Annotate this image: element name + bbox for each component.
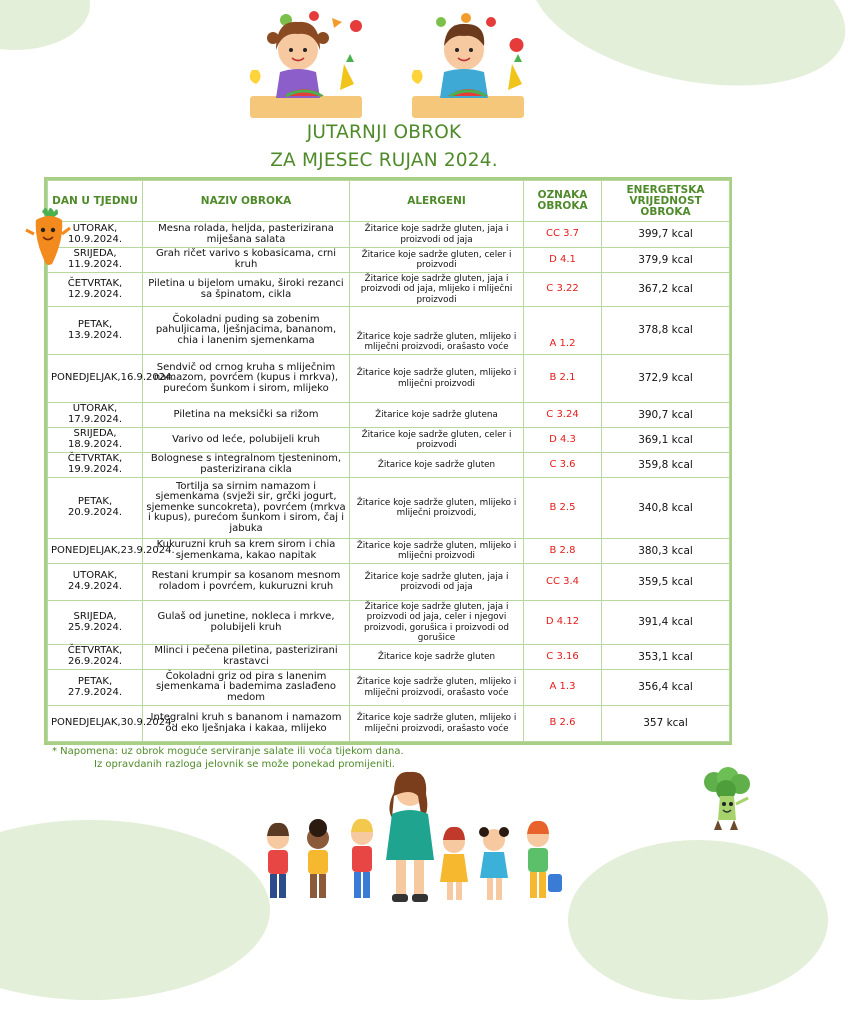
energy-cell: 340,8 kcal (602, 478, 730, 539)
energy-cell: 357 kcal (602, 706, 730, 742)
energy-cell: 359,8 kcal (602, 453, 730, 478)
broccoli-icon (698, 768, 754, 834)
meal-cell: Integralni kruh s bananom i namazom od eko lješnjaka i kakaa, mlijeko (143, 706, 350, 742)
meal-cell: Sendvič od crnog kruha s mliječnim namazom, povrćem (kupus i mrkva), purećom šunkom i sirom, mlijeko (143, 355, 350, 403)
energy-cell: 380,3 kcal (602, 539, 730, 564)
allergen-cell: Žitarice koje sadrže gluten (350, 453, 524, 478)
table-row (48, 428, 730, 453)
energy-cell: 378,8 kcal (602, 307, 730, 355)
table-row (48, 273, 730, 307)
allergen-cell: Žitarice koje sadrže gluten, jaja i proizvodi od jaja, celer i njegovi proizvodi, gorušica i proizvodi od gorušice (350, 601, 524, 645)
meal-cell: Gulaš od junetine, nokleca i mrkve, polubijeli kruh (143, 601, 350, 645)
day-cell: PETAK, 20.9.2024. (48, 478, 143, 539)
code-cell: B 2.6 (524, 706, 602, 742)
decorative-blob (568, 840, 828, 1000)
allergen-cell: Žitarice koje sadrže gluten, celer i proizvodi (350, 428, 524, 453)
day-cell: PONEDJELJAK,30.9.2024. (48, 706, 143, 742)
code-cell: D 4.3 (524, 428, 602, 453)
header-meal: NAZIV OBROKA (143, 181, 350, 222)
code-cell: B 2.5 (524, 478, 602, 539)
meal-cell: Bolognese s integralnom tjesteninom, pasterizirana cikla (143, 453, 350, 478)
allergen-cell: Žitarice koje sadrže gluten, mlijeko i mliječni proizvodi, orašasto voće (350, 307, 524, 355)
table-row (48, 355, 730, 403)
meal-cell: Piletina na meksički sa rižom (143, 403, 350, 428)
table-row (48, 403, 730, 428)
energy-cell: 359,5 kcal (602, 564, 730, 601)
day-cell: PETAK, 13.9.2024. (48, 307, 143, 355)
note-serving: * Napomena: uz obrok moguće serviranje salate ili voća tijekom dana. (52, 746, 404, 757)
header-code: OZNAKA OBROKA (524, 181, 602, 222)
day-cell: UTORAK, 10.9.2024. (48, 222, 143, 248)
day-cell: UTORAK, 24.9.2024. (48, 564, 143, 601)
code-cell: CC 3.4 (524, 564, 602, 601)
decorative-blob (0, 0, 90, 50)
meal-cell: Restani krumpir sa kosanom mesnom roladom i povrćem, kukuruzni kruh (143, 564, 350, 601)
code-cell: CC 3.7 (524, 222, 602, 248)
allergen-cell: Žitarice koje sadrže gluten (350, 645, 524, 670)
energy-cell: 369,1 kcal (602, 428, 730, 453)
energy-cell: 390,7 kcal (602, 403, 730, 428)
code-cell: A 1.3 (524, 670, 602, 706)
code-cell: B 2.1 (524, 355, 602, 403)
energy-cell: 391,4 kcal (602, 601, 730, 645)
day-cell: ČETVRTAK, 26.9.2024. (48, 645, 143, 670)
allergen-cell: Žitarice koje sadrže gluten, jaja i proizvodi od jaja (350, 222, 524, 248)
meal-cell: Tortilja sa sirnim namazom i sjemenkama (svježi sir, grčki jogurt, sjemenke suncokreta), povrćem (mrkva i kupus), purećom šunkom i sirom, čaj i jabuka (143, 478, 350, 539)
table-header-row (48, 181, 730, 222)
decorative-blob (0, 820, 270, 1000)
note-changes: Iz opravdanih razloga jelovnik se može ponekad promijeniti. (94, 759, 395, 770)
code-cell: C 3.16 (524, 645, 602, 670)
table-row (48, 706, 730, 742)
energy-cell: 399,7 kcal (602, 222, 730, 248)
allergen-cell: Žitarice koje sadrže glutena (350, 403, 524, 428)
allergen-cell: Žitarice koje sadrže gluten, jaja i proizvodi od jaja (350, 564, 524, 601)
code-cell: B 2.8 (524, 539, 602, 564)
table-row (48, 222, 730, 248)
energy-cell: 367,2 kcal (602, 273, 730, 307)
code-cell: D 4.12 (524, 601, 602, 645)
table-row (48, 564, 730, 601)
table-row (48, 307, 730, 355)
table-row (48, 601, 730, 645)
allergen-cell: Žitarice koje sadrže gluten, jaja i proizvodi od jaja, mlijeko i mliječni proizvodi (350, 273, 524, 307)
allergen-cell: Žitarice koje sadrže gluten, mlijeko i mliječni proizvodi (350, 539, 524, 564)
table-row (48, 248, 730, 273)
meal-cell: Čokoladni griz od pira s lanenim sjemenkama i bademima zaslađeno medom (143, 670, 350, 706)
meal-cell: Piletina u bijelom umaku, široki rezanci sa špinatom, cikla (143, 273, 350, 307)
code-cell: D 4.1 (524, 248, 602, 273)
table-row (48, 453, 730, 478)
carrot-icon (24, 204, 72, 266)
teacher-with-children-illustration (258, 770, 578, 910)
day-cell: UTORAK, 17.9.2024. (48, 403, 143, 428)
energy-cell: 372,9 kcal (602, 355, 730, 403)
day-cell: ČETVRTAK, 12.9.2024. (48, 273, 143, 307)
header-allergens: ALERGENI (350, 181, 524, 222)
day-cell: SRIJEDA, 25.9.2024. (48, 601, 143, 645)
day-cell: ČETVRTAK, 19.9.2024. (48, 453, 143, 478)
code-cell: C 3.24 (524, 403, 602, 428)
menu-table-container (44, 177, 732, 745)
kids-eating-fruit-illustration (236, 8, 536, 120)
code-cell: A 1.2 (524, 307, 602, 355)
day-cell: PONEDJELJAK,16.9.2024. (48, 355, 143, 403)
day-cell: SRIJEDA, 11.9.2024. (48, 248, 143, 273)
meal-cell: Čokoladni puding sa zobenim pahuljicama, lješnjacima, bananom, chia i lanenim sjemenkama (143, 307, 350, 355)
day-cell: PONEDJELJAK,23.9.2024. (48, 539, 143, 564)
table-row (48, 539, 730, 564)
allergen-cell: Žitarice koje sadrže gluten, mlijeko i mliječni proizvodi, orašasto voće (350, 706, 524, 742)
menu-title-line-1: JUTARNJI OBROK (306, 122, 462, 143)
energy-cell: 353,1 kcal (602, 645, 730, 670)
menu-title-line-2: ZA MJESEC RUJAN 2024. (270, 150, 498, 171)
menu-table (47, 180, 730, 742)
day-cell: PETAK, 27.9.2024. (48, 670, 143, 706)
allergen-cell: Žitarice koje sadrže gluten, celer i proizvodi (350, 248, 524, 273)
table-row (48, 670, 730, 706)
day-cell: SRIJEDA, 18.9.2024. (48, 428, 143, 453)
energy-cell: 379,9 kcal (602, 248, 730, 273)
meal-cell: Mlinci i pečena piletina, pasterizirani krastavci (143, 645, 350, 670)
allergen-cell: Žitarice koje sadrže gluten, mlijeko i mliječni proizvodi, orašasto voće (350, 670, 524, 706)
table-row (48, 478, 730, 539)
header-energy: ENERGETSKA VRIJEDNOST OBROKA (602, 181, 730, 222)
meal-cell: Grah ričet varivo s kobasicama, crni kruh (143, 248, 350, 273)
code-cell: C 3.22 (524, 273, 602, 307)
allergen-cell: Žitarice koje sadrže gluten, mlijeko i mliječni proizvodi, (350, 478, 524, 539)
energy-cell: 356,4 kcal (602, 670, 730, 706)
meal-cell: Kukuruzni kruh sa krem sirom i chia sjemenkama, kakao napitak (143, 539, 350, 564)
meal-cell: Varivo od leće, polubijeli kruh (143, 428, 350, 453)
meal-cell: Mesna rolada, heljda, pasterizirana miješana salata (143, 222, 350, 248)
header-day: DAN U TJEDNU (48, 181, 143, 222)
table-row (48, 645, 730, 670)
code-cell: C 3.6 (524, 453, 602, 478)
decorative-blob (516, 0, 860, 112)
allergen-cell: Žitarice koje sadrže gluten, mlijeko i mliječni proizvodi (350, 355, 524, 403)
